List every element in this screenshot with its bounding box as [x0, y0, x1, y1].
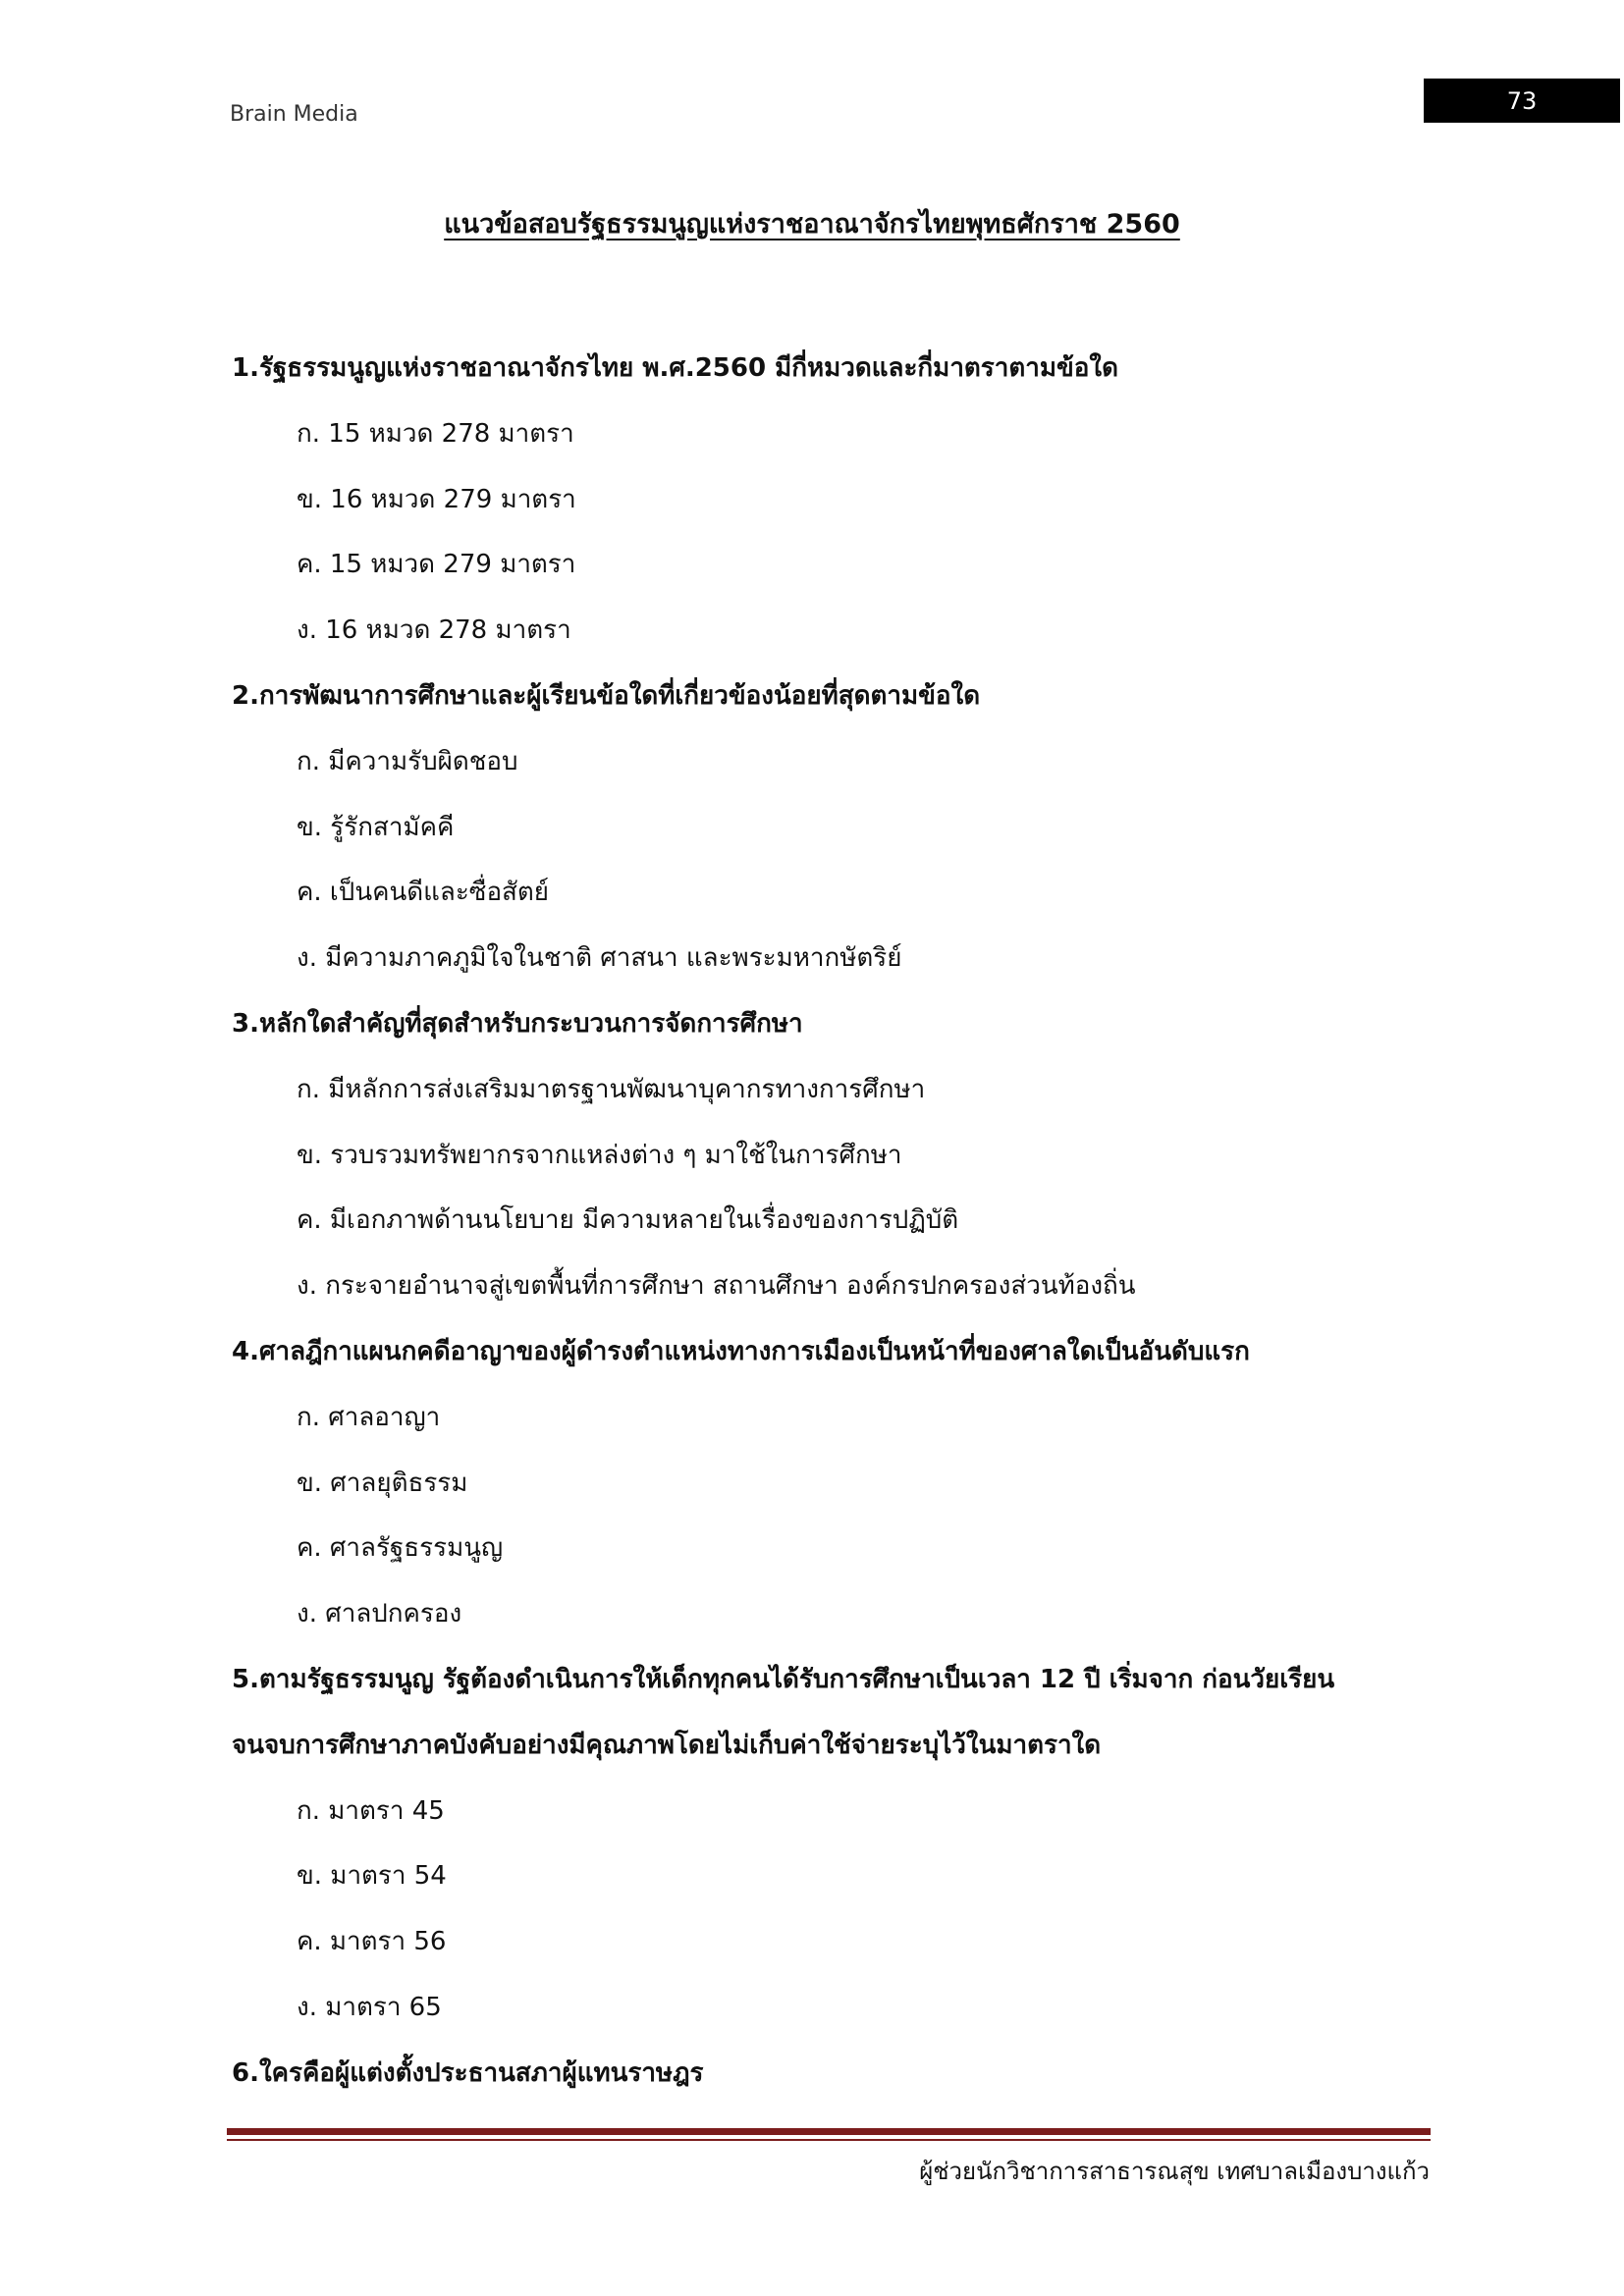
question-5-line-2: จนจบการศึกษาภาคบังคับอย่างมีคุณภาพโดยไม่เก็บค่าใช้จ่ายระบุไว้ในมาตราใด: [232, 1730, 1102, 1760]
document-title: แนวข้อสอบรัฐธรรมนูญแห่งราชอาณาจักรไทยพุทธศักราช 2560: [444, 209, 1180, 240]
option-4a: ก. ศาลอาญา: [297, 1402, 441, 1432]
option-2a: ก. มีความรับผิดชอบ: [297, 746, 518, 776]
option-5c: ค. มาตรา 56: [297, 1927, 447, 1957]
option-3b: ข. รวบรวมทรัพยากรจากแหล่งต่าง ๆ มาใช้ในการศึกษา: [297, 1140, 902, 1170]
question-list: [232, 336, 1449, 2107]
option-5a: ก. มาตรา 45: [297, 1795, 445, 1826]
footer-text: ผู้ช่วยนักวิชาการสาธารณสุข เทศบาลเมืองบางแก้ว: [919, 2158, 1430, 2185]
page-number: 73: [1424, 79, 1620, 123]
option-3c: ค. มีเอกภาพด้านนโยบาย มีความหลายในเรื่องของการปฏิบัติ: [297, 1205, 959, 1236]
option-4c: ค. ศาลรัฐธรรมนูญ: [297, 1533, 504, 1564]
question-2: 2.การพัฒนาการศึกษาและผู้เรียนข้อใดที่เกี่ยวข้องน้อยที่สุดตามข้อใด: [232, 680, 981, 711]
question-4: 4.ศาลฎีกาแผนกคดีอาญาของผู้ดำรงตำแหน่งทางการเมืองเป็นหน้าที่ของศาลใดเป็นอันดับแรก: [232, 1336, 1250, 1366]
option-2d: ง. มีความภาคภูมิใจในชาติ ศาสนา และพระมหากษัตริย์: [297, 943, 902, 974]
option-4d: ง. ศาลปกครอง: [297, 1599, 462, 1629]
option-2c: ค. เป็นคนดีและซื่อสัตย์: [297, 878, 550, 908]
footer-divider-thick: [227, 2128, 1431, 2135]
option-3a: ก. มีหลักการส่งเสริมมาตรฐานพัฒนาบุคากรทางการศึกษา: [297, 1074, 926, 1104]
option-2b: ข. รู้รักสามัคคี: [297, 812, 455, 842]
option-1a: ก. 15 หมวด 278 มาตรา: [297, 418, 574, 449]
option-1d: ง. 16 หมวด 278 มาตรา: [297, 615, 571, 646]
option-5b: ข. มาตรา 54: [297, 1861, 447, 1892]
header-brand: Brain Media: [230, 102, 358, 127]
option-5d: ง. มาตรา 65: [297, 1992, 442, 2022]
option-1b: ข. 16 หมวด 279 มาตรา: [297, 484, 576, 514]
question-5: 5.ตามรัฐธรรมนูญ รัฐต้องดำเนินการให้เด็กทุกคนได้รับการศึกษาเป็นเวลา 12 ปี เริ่มจาก ก่อนวัยเรียน: [232, 1664, 1335, 1694]
question-1: 1.รัฐธรรมนูญแห่งราชอาณาจักรไทย พ.ศ.2560 มีกี่หมวดและกี่มาตราตามข้อใด: [232, 353, 1118, 383]
option-1c: ค. 15 หมวด 279 มาตรา: [297, 550, 576, 580]
option-4b: ข. ศาลยุติธรรม: [297, 1468, 468, 1498]
footer-divider-thin: [227, 2139, 1431, 2141]
option-3d: ง. กระจายอำนาจสู่เขตพื้นที่การศึกษา สถานศึกษา องค์กรปกครองส่วนท้องถิ่น: [297, 1271, 1136, 1302]
question-3: 3.หลักใดสำคัญที่สุดสำหรับกระบวนการจัดการศึกษา: [232, 1008, 803, 1039]
question-6: 6.ใครคือผู้แต่งตั้งประธานสภาผู้แทนราษฎร: [232, 2057, 704, 2088]
